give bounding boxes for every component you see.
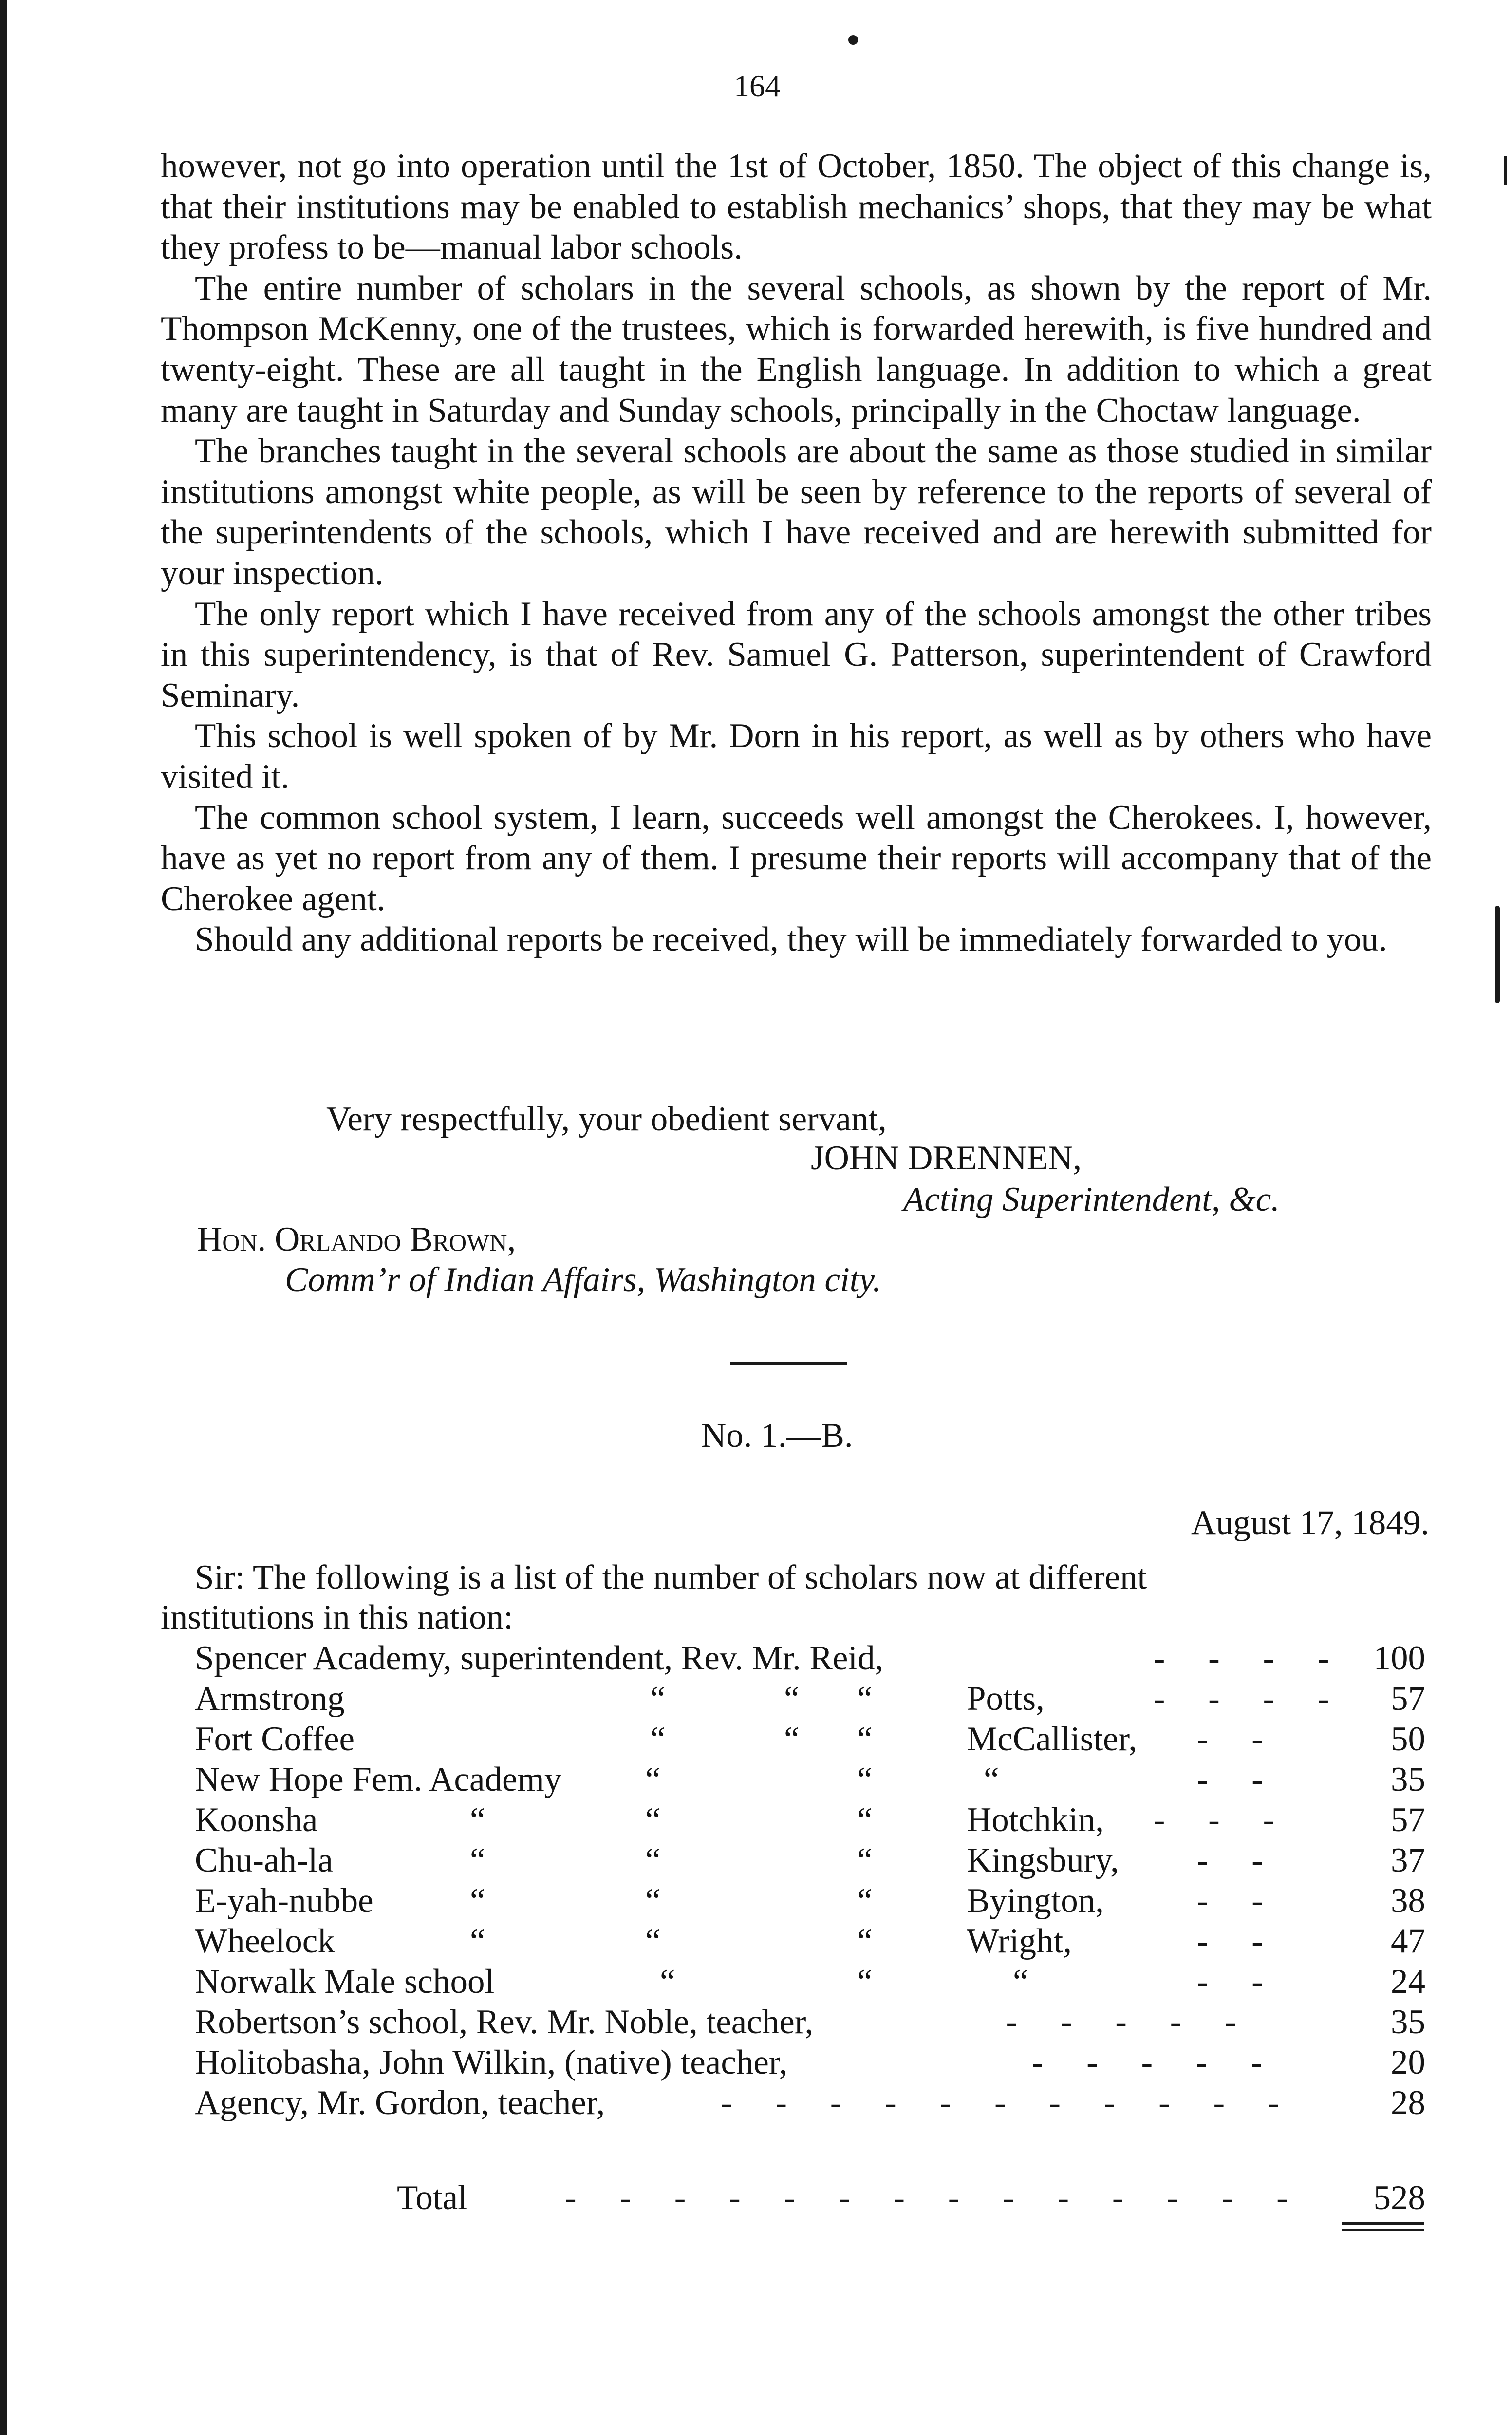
ditto-mark: “ [470,1922,485,1960]
signer-title: Acting Superintendent, &c. [903,1180,1280,1218]
leader-dashes: - - - - [1110,1680,1329,1718]
letter-body [161,146,1432,960]
salutation: Very respectfully, your obedient servant, [326,1100,887,1138]
section-divider [730,1362,847,1365]
school-name: Norwalk Male school [195,1963,495,2001]
table-row [0,1679,1512,1720]
leader-dashes: - - - - - - - - - - - [721,2084,1280,2122]
scholar-count: 35 [1391,2003,1425,2041]
paragraph: This school is well spoken of by Mr. Dorn in his report, as well as by others who have visited it. [161,717,1432,796]
ink-dot [848,35,858,45]
ditto-mark: “ [470,1882,485,1920]
school-name: Chu-ah-la [195,1841,333,1879]
paragraph: however, not go into operation until the 1st of October, 1850. The object of this change is, that their institutions may be enabled to establish mechanics’ shops, that they may be what they profess to be—manual labor schools. [161,147,1432,267]
table-row [0,1881,1512,1922]
school-name: Fort Coffee [195,1720,355,1758]
school-name: Wheelock [195,1922,335,1960]
school-name: Robertson’s school, Rev. Mr. Noble, teacher, [195,2003,814,2041]
school-name: Agency, Mr. Gordon, teacher, [195,2084,605,2122]
table-row [0,1639,1512,1680]
ditto-mark: “ [470,1841,485,1879]
table-row [0,2043,1512,2084]
scholar-count: 35 [1391,1761,1425,1798]
ditto-mark: “ [645,1841,661,1879]
signer-name: JOHN DRENNEN, [811,1139,1082,1177]
paragraph: The common school system, I learn, succeeds well amongst the Cherokees. I, however, have as yet no report from any of them. I presume their reports will accompany that of the Cherokee agent. [161,798,1432,918]
paragraph: The branches taught in the several schools are about the same as those studied in similar institutions amongst white people, as will be seen by reference to the reports of several of the superintendents of the schools, which I have received and are herewith submitted for your inspection. [161,432,1432,592]
ditto-mark: “ [857,1963,873,2001]
ditto-mark: “ [650,1720,666,1758]
school-name: Armstrong [195,1680,345,1718]
school-name: New Hope Fem. Academy [195,1761,562,1798]
table-row [0,1760,1512,1801]
total-value: 528 [1373,2179,1425,2217]
superintendent-name: Wright, [967,1922,1072,1960]
leader-dashes: - - - - - [989,2043,1262,2081]
total-double-rule-top [1342,2222,1424,2225]
scholar-count: 50 [1391,1720,1425,1758]
table-row [0,1800,1512,1841]
letter-date: August 17, 1849. [1191,1504,1429,1542]
table-row [0,1922,1512,1963]
leader-dashes: - - [1188,1720,1263,1758]
table-row [0,1841,1512,1882]
page-number: 164 [734,69,781,103]
school-name: E-yah-nubbe [195,1882,373,1920]
total-label: Total [397,2179,467,2217]
scholar-count: 57 [1391,1801,1425,1839]
table-row [0,1720,1512,1761]
ditto-mark: “ [650,1680,666,1718]
scholar-count: 47 [1391,1922,1425,1960]
ditto-mark: “ [784,1720,800,1758]
superintendent-name: Kingsbury, [967,1841,1119,1879]
scholar-count: 100 [1373,1639,1425,1677]
ditto-mark: “ [645,1922,661,1960]
ditto-mark: “ [857,1720,873,1758]
scholar-count: 24 [1391,1963,1425,2001]
school-name: Spencer Academy, superintendent, Rev. Mr. Reid, [195,1639,884,1677]
ditto-mark: “ [645,1761,661,1798]
leader-dashes: - - [1188,1922,1263,1960]
section-heading: No. 1.—B. [701,1417,853,1455]
margin-mark [1504,156,1507,185]
leader-dashes: - - - - - - - - - - - - - - [565,2179,1288,2217]
school-name: Koonsha [195,1801,318,1839]
superintendent-name: Byington, [967,1882,1104,1920]
school-name: Holitobasha, John Wilkin, (native) teacher, [195,2043,788,2081]
superintendent-name: Potts, [967,1680,1045,1718]
leader-dashes: - - [1188,1761,1263,1798]
paragraph: The entire number of scholars in the several schools, as shown by the report of Mr. Thompson McKenny, one of the trustees, which is forwarded herewith, is five hundred and twenty-eight. These are all taught in the English language. In addition to which a great many are taught in Saturday and Sunday schools, principally in the Choctaw language. [161,269,1432,430]
ditto-mark: “ [784,1680,800,1718]
leader-dashes: - - [1188,1963,1263,2001]
leader-dashes: - - [1188,1841,1263,1879]
letter-intro-continued: institutions in this nation: [161,1598,513,1636]
total-row [0,2178,1512,2219]
scholar-count: 57 [1391,1680,1425,1718]
table-row [0,2083,1512,2124]
addressee-name: Hon. Orlando Brown, [197,1220,516,1258]
paragraph: The only report which I have received from any of the schools amongst the other tribes in this superintendency, is that of Rev. Samuel G. Patterson, superintendent of Crawford Seminary. [161,595,1432,714]
letter-intro: Sir: The following is a list of the number of scholars now at different [195,1558,1147,1596]
margin-mark [1495,906,1500,1003]
addressee-title: Comm’r of Indian Affairs, Washington city. [285,1261,881,1299]
ditto-mark: “ [857,1761,873,1798]
leader-dashes: - - - - - [989,2003,1236,2041]
total-double-rule-bottom [1342,2229,1424,2231]
ditto-mark: “ [470,1801,485,1839]
leader-dashes: - - - [1110,1801,1275,1839]
superintendent-name: McCallister, [967,1720,1138,1758]
table-row [0,2003,1512,2043]
scholar-count: 28 [1391,2084,1425,2122]
ditto-mark: “ [857,1801,873,1839]
ditto-mark: “ [857,1922,873,1960]
ditto-mark: “ [857,1841,873,1879]
ditto-mark: “ [645,1801,661,1839]
ditto-mark: “ [857,1882,873,1920]
paragraph: Should any additional reports be received, they will be immediately forwarded to you. [195,920,1387,959]
ditto-mark: “ [645,1882,661,1920]
scholar-count: 37 [1391,1841,1425,1879]
superintendent-name: Hotchkin, [967,1801,1104,1839]
scholar-count: 20 [1391,2043,1425,2081]
superintendent-name: “ [984,1761,999,1798]
ditto-mark: “ [660,1963,675,2001]
superintendent-name: “ [1013,1963,1028,2001]
ditto-mark: “ [857,1680,873,1718]
leader-dashes: - - - - [1110,1639,1329,1677]
scholar-count: 38 [1391,1882,1425,1920]
leader-dashes: - - [1188,1882,1263,1920]
table-row [0,1962,1512,2003]
